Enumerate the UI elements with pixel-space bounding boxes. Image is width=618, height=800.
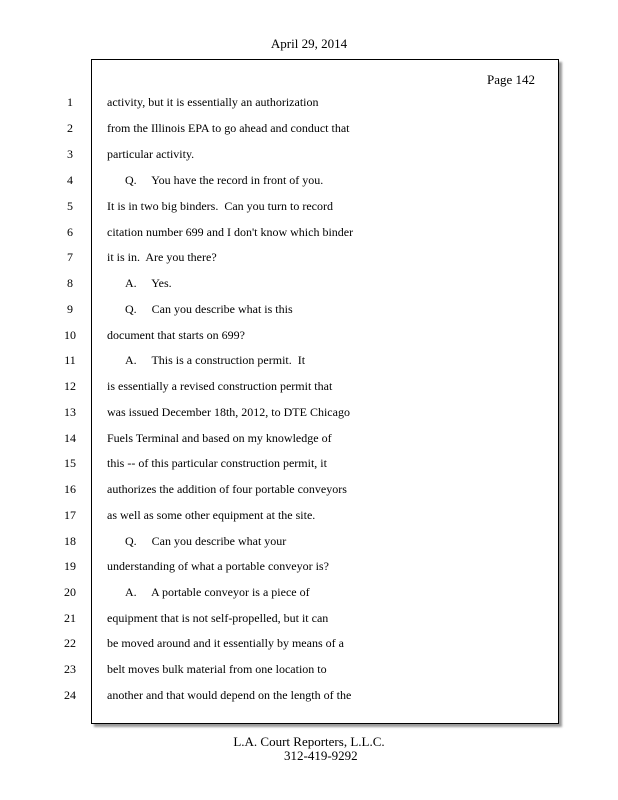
transcript-line-11: A. This is a construction permit. It: [125, 353, 306, 367]
line-number-17: 17: [64, 508, 76, 522]
line-number-18: 18: [64, 534, 76, 548]
line-number-15: 15: [64, 456, 76, 470]
line-number-16: 16: [64, 482, 76, 496]
page-number: Page 142: [487, 72, 536, 87]
line-number-7: 7: [67, 250, 73, 264]
transcript-line-3: particular activity.: [107, 147, 195, 161]
line-number-19: 19: [64, 559, 76, 573]
line-number-4: 4: [67, 173, 73, 187]
transcript-line-2: from the Illinois EPA to go ahead and conduct that: [107, 121, 350, 135]
transcript-line-10: document that starts on 699?: [107, 328, 245, 342]
transcript-line-20: A. A portable conveyor is a piece of: [125, 585, 310, 599]
transcript-line-24: another and that would depend on the length of the: [107, 688, 352, 702]
line-number-6: 6: [67, 225, 73, 239]
line-number-5: 5: [67, 199, 73, 213]
footer-company: L.A. Court Reporters, L.L.C.: [233, 734, 385, 749]
transcript-line-21: equipment that is not self-propelled, but it can: [107, 611, 329, 625]
transcript-line-18: Q. Can you describe what your: [125, 534, 287, 548]
line-number-3: 3: [67, 147, 73, 161]
line-number-14: 14: [64, 431, 76, 445]
line-number-1: 1: [67, 95, 73, 109]
transcript-line-14: Fuels Terminal and based on my knowledge of: [107, 431, 332, 445]
transcript-line-6: citation number 699 and I don't know which binder: [107, 225, 354, 239]
line-number-23: 23: [64, 662, 76, 676]
transcript-line-5: It is in two big binders. Can you turn to record: [107, 199, 333, 213]
transcript-line-23: belt moves bulk material from one location to: [107, 662, 327, 676]
transcript-line-13: was issued December 18th, 2012, to DTE Chicago: [107, 405, 350, 419]
transcript-line-16: authorizes the addition of four portable conveyors: [107, 482, 347, 496]
line-number-21: 21: [64, 611, 76, 625]
line-number-2: 2: [67, 121, 73, 135]
transcript-line-19: understanding of what a portable conveyor is?: [107, 559, 329, 573]
page-header-date: April 29, 2014: [270, 36, 348, 51]
line-number-13: 13: [64, 405, 76, 419]
footer-phone: 312-419-9292: [284, 748, 358, 763]
transcript-line-17: as well as some other equipment at the site.: [107, 508, 316, 522]
transcript-line-15: this -- of this particular construction permit, it: [107, 456, 327, 470]
line-number-11: 11: [64, 353, 76, 367]
line-number-20: 20: [64, 585, 76, 599]
line-number-12: 12: [64, 379, 76, 393]
transcript-line-22: be moved around and it essentially by means of a: [107, 636, 344, 650]
transcript-line-12: is essentially a revised construction permit that: [107, 379, 333, 393]
transcript-line-9: Q. Can you describe what is this: [125, 302, 293, 316]
transcript-line-7: it is in. Are you there?: [107, 250, 217, 264]
line-number-24: 24: [64, 688, 76, 702]
line-number-22: 22: [64, 636, 76, 650]
line-number-8: 8: [67, 276, 73, 290]
transcript-line-1: activity, but it is essentially an authorization: [107, 95, 319, 109]
line-number-9: 9: [67, 302, 73, 316]
line-number-10: 10: [64, 328, 76, 342]
transcript-line-8: A. Yes.: [125, 276, 172, 290]
transcript-line-4: Q. You have the record in front of you.: [125, 173, 324, 187]
